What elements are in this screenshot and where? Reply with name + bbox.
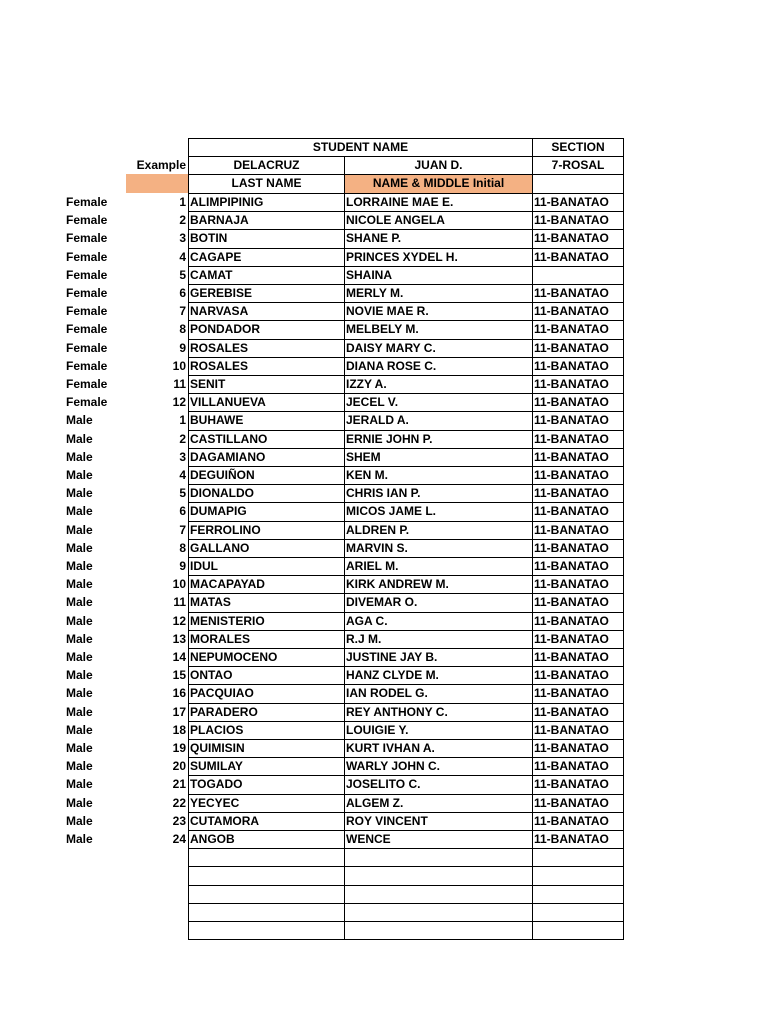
student-first-name: MICOS JAME L.: [346, 504, 437, 518]
student-section: 11-BANATAO: [534, 195, 609, 209]
student-last-name: FERROLINO: [190, 523, 261, 537]
student-last-name: SUMILAY: [190, 759, 243, 773]
student-number: 4: [179, 250, 186, 264]
grid-row-line: [188, 703, 624, 704]
grid-row-line: [188, 174, 624, 175]
student-first-name: ALGEM Z.: [346, 796, 404, 810]
student-gender: Female: [66, 377, 108, 391]
student-last-name: DEGUIÑON: [190, 468, 255, 482]
section-header: SECTION: [551, 140, 605, 154]
student-section: 11-BANATAO: [534, 395, 609, 409]
student-section: 11-BANATAO: [534, 759, 609, 773]
student-section: 11-BANATAO: [534, 213, 609, 227]
student-last-name: CAMAT: [190, 268, 233, 282]
student-section: 11-BANATAO: [534, 450, 609, 464]
student-number: 21: [172, 777, 186, 791]
student-first-name: LOUIGIE Y.: [346, 723, 409, 737]
grid-row-line: [188, 885, 624, 886]
student-gender: Female: [66, 359, 108, 373]
student-section: 11-BANATAO: [534, 523, 609, 537]
student-gender: Male: [66, 723, 93, 737]
student-last-name: BARNAJA: [190, 213, 249, 227]
student-number: 7: [179, 523, 186, 537]
student-last-name: BOTIN: [190, 231, 228, 245]
student-gender: Male: [66, 541, 93, 555]
grid-row-line: [188, 921, 624, 922]
student-first-name: LORRAINE MAE E.: [346, 195, 454, 209]
student-last-name: ONTAO: [190, 668, 233, 682]
grid-row-line: [188, 211, 624, 212]
subheader-fill-left: [126, 174, 188, 193]
student-number: 11: [173, 377, 186, 391]
student-number: 24: [172, 832, 186, 846]
grid-row-line: [188, 848, 624, 849]
student-first-name: KIRK ANDREW M.: [346, 577, 449, 591]
grid-row-line: [188, 521, 624, 522]
student-first-name: HANZ CLYDE M.: [346, 668, 439, 682]
student-number: 17: [172, 705, 186, 719]
student-number: 22: [172, 796, 186, 810]
grid-row-line: [188, 466, 624, 467]
grid-row-line: [188, 739, 624, 740]
grid-row-line: [188, 357, 624, 358]
student-last-name: PONDADOR: [190, 322, 261, 336]
grid-row-line: [188, 339, 624, 340]
student-section: 11-BANATAO: [534, 486, 609, 500]
student-gender: Male: [66, 559, 93, 573]
student-last-name: DAGAMIANO: [190, 450, 266, 464]
student-last-name: DUMAPIG: [190, 504, 247, 518]
student-first-name: DIANA ROSE C.: [346, 359, 437, 373]
student-number: 7: [179, 304, 186, 318]
student-section: 11-BANATAO: [534, 541, 609, 555]
student-last-name: DIONALDO: [190, 486, 254, 500]
student-number: 8: [179, 322, 186, 336]
student-section: 11-BANATAO: [534, 577, 609, 591]
student-number: 18: [172, 723, 186, 737]
student-number: 9: [179, 341, 186, 355]
student-number: 20: [172, 759, 186, 773]
student-first-name: SHEM: [346, 450, 381, 464]
student-first-name: ALDREN P.: [346, 523, 410, 537]
student-last-name: TOGADO: [190, 777, 243, 791]
student-gender: Male: [66, 504, 93, 518]
student-number: 3: [179, 450, 186, 464]
student-section: [534, 266, 622, 284]
student-last-name: MATAS: [190, 595, 231, 609]
student-gender: Female: [66, 268, 108, 282]
student-last-name: MACAPAYAD: [190, 577, 265, 591]
student-last-name: ROSALES: [190, 359, 249, 373]
example-last-name: DELACRUZ: [233, 158, 300, 172]
student-section: 11-BANATAO: [534, 614, 609, 628]
student-first-name: NOVIE MAE R.: [346, 304, 429, 318]
student-last-name: VILLANUEVA: [190, 395, 266, 409]
student-gender: Male: [66, 450, 93, 464]
student-first-name: PRINCES XYDEL H.: [346, 250, 458, 264]
student-number: 10: [172, 359, 186, 373]
student-number: 14: [172, 650, 186, 664]
student-gender: Male: [66, 777, 93, 791]
student-number: 6: [179, 286, 186, 300]
student-section: 11-BANATAO: [534, 341, 609, 355]
student-gender: Male: [66, 632, 93, 646]
student-first-name: ROY VINCENT: [346, 814, 428, 828]
student-last-name: NEPUMOCENO: [190, 650, 278, 664]
student-number: 12: [172, 614, 186, 628]
student-first-name: AGA C.: [346, 614, 388, 628]
grid-row-line: [188, 229, 624, 230]
student-last-name: PARADERO: [190, 705, 258, 719]
student-first-name: MELBELY M.: [346, 322, 419, 336]
student-section: 11-BANATAO: [534, 668, 609, 682]
student-number: 10: [172, 577, 186, 591]
grid-column-line: [188, 138, 189, 940]
student-gender: Male: [66, 759, 93, 773]
student-first-name: JUSTINE JAY B.: [346, 650, 438, 664]
grid-row-line: [188, 156, 624, 157]
grid-row-line: [188, 266, 624, 267]
student-gender: Female: [66, 341, 108, 355]
grid-row-line: [188, 284, 624, 285]
student-first-name: IAN RODEL G.: [346, 686, 428, 700]
grid-row-line: [188, 684, 624, 685]
student-last-name: MORALES: [190, 632, 250, 646]
student-gender: Male: [66, 796, 93, 810]
student-first-name: JOSELITO C.: [346, 777, 421, 791]
student-first-name: CHRIS IAN P.: [346, 486, 421, 500]
grid-row-line: [188, 320, 624, 321]
grid-row-line: [188, 630, 624, 631]
student-last-name: GEREBISE: [190, 286, 253, 300]
student-gender: Male: [66, 523, 93, 537]
student-last-name: BUHAWE: [190, 413, 244, 427]
student-first-name: ARIEL M.: [346, 559, 399, 573]
student-gender: Male: [66, 668, 93, 682]
student-first-name: KURT IVHAN A.: [346, 741, 435, 755]
student-section: 11-BANATAO: [534, 286, 609, 300]
student-last-name: CAGAPE: [190, 250, 242, 264]
student-section: 11-BANATAO: [534, 650, 609, 664]
student-number: 12: [172, 395, 186, 409]
student-section: 11-BANATAO: [534, 359, 609, 373]
student-gender: Male: [66, 614, 93, 628]
student-gender: Female: [66, 231, 108, 245]
grid-row-line: [188, 138, 624, 139]
student-first-name: WENCE: [346, 832, 391, 846]
student-last-name: CASTILLANO: [190, 432, 268, 446]
student-first-name: IZZY A.: [346, 377, 387, 391]
grid-row-line: [188, 830, 624, 831]
example-first-name: JUAN D.: [414, 158, 463, 172]
student-last-name: SENIT: [190, 377, 226, 391]
grid-row-line: [188, 648, 624, 649]
student-number: 2: [179, 432, 186, 446]
student-number: 19: [172, 741, 186, 755]
grid-row-line: [188, 557, 624, 558]
last-name-header: LAST NAME: [231, 176, 302, 190]
grid-row-line: [188, 411, 624, 412]
student-gender: Male: [66, 595, 93, 609]
student-section: 11-BANATAO: [534, 632, 609, 646]
student-name-header: STUDENT NAME: [312, 140, 409, 154]
grid-row-line: [188, 393, 624, 394]
student-gender: Male: [66, 413, 93, 427]
student-last-name: ANGOB: [190, 832, 235, 846]
student-gender: Male: [66, 432, 93, 446]
student-section: 11-BANATAO: [534, 468, 609, 482]
grid-row-line: [188, 721, 624, 722]
student-number: 1: [179, 195, 186, 209]
student-section: 11-BANATAO: [534, 250, 609, 264]
student-section: 11-BANATAO: [534, 377, 609, 391]
student-last-name: QUIMISIN: [190, 741, 245, 755]
student-number: 5: [179, 486, 186, 500]
student-number: 5: [179, 268, 186, 282]
grid-row-line: [188, 775, 624, 776]
student-section: 11-BANATAO: [534, 432, 609, 446]
student-section: 11-BANATAO: [534, 796, 609, 810]
student-gender: Male: [66, 814, 93, 828]
student-number: 15: [172, 668, 186, 682]
student-gender: Male: [66, 741, 93, 755]
student-number: 16: [172, 686, 186, 700]
grid-column-line: [623, 138, 624, 940]
grid-row-line: [188, 866, 624, 867]
student-section: 11-BANATAO: [534, 832, 609, 846]
student-first-name: JECEL V.: [346, 395, 399, 409]
student-section: 11-BANATAO: [534, 322, 609, 336]
student-last-name: MENISTERIO: [190, 614, 265, 628]
student-first-name: R.J M.: [346, 632, 382, 646]
student-gender: Female: [66, 286, 108, 300]
student-first-name: JERALD A.: [346, 413, 409, 427]
example-label: Example: [136, 158, 186, 172]
grid-row-line: [188, 539, 624, 540]
student-section: 11-BANATAO: [534, 814, 609, 828]
student-gender: Male: [66, 686, 93, 700]
student-section: 11-BANATAO: [534, 559, 609, 573]
student-gender: Male: [66, 486, 93, 500]
grid-column-line: [532, 138, 533, 940]
student-section: 11-BANATAO: [534, 705, 609, 719]
student-gender: Male: [66, 705, 93, 719]
student-gender: Female: [66, 322, 108, 336]
student-last-name: ROSALES: [190, 341, 249, 355]
student-number: 3: [179, 231, 186, 245]
student-section: 11-BANATAO: [534, 504, 609, 518]
student-last-name: PACQUIAO: [190, 686, 254, 700]
student-first-name: SHANE P.: [346, 231, 402, 245]
student-gender: Male: [66, 577, 93, 591]
grid-row-line: [188, 302, 624, 303]
grid-column-line: [344, 156, 345, 940]
student-gender: Male: [66, 832, 93, 846]
student-gender: Female: [66, 213, 108, 227]
student-section: 11-BANATAO: [534, 777, 609, 791]
student-section: 11-BANATAO: [534, 595, 609, 609]
student-section: 11-BANATAO: [534, 413, 609, 427]
student-section: 11-BANATAO: [534, 723, 609, 737]
student-gender: Female: [66, 195, 108, 209]
grid-row-line: [188, 193, 624, 194]
student-number: 9: [179, 559, 186, 573]
student-first-name: ERNIE JOHN P.: [346, 432, 433, 446]
grid-row-line: [188, 612, 624, 613]
student-first-name: KEN M.: [346, 468, 388, 482]
grid-row-line: [188, 248, 624, 249]
student-section: 11-BANATAO: [534, 231, 609, 245]
grid-row-line: [188, 448, 624, 449]
student-last-name: NARVASA: [190, 304, 249, 318]
grid-row-line: [188, 375, 624, 376]
student-number: 23: [172, 814, 186, 828]
student-last-name: IDUL: [190, 559, 218, 573]
student-gender: Female: [66, 395, 108, 409]
student-first-name: DIVEMAR O.: [346, 595, 418, 609]
student-first-name: MERLY M.: [346, 286, 404, 300]
student-section: 11-BANATAO: [534, 304, 609, 318]
student-first-name: MARVIN S.: [346, 541, 408, 555]
student-first-name: DAISY MARY C.: [346, 341, 436, 355]
student-last-name: ALIMPIPINIG: [190, 195, 264, 209]
grid-row-line: [188, 430, 624, 431]
student-last-name: YECYEC: [190, 796, 240, 810]
student-number: 11: [173, 595, 186, 609]
student-first-name: SHAINA: [346, 268, 393, 282]
student-last-name: GALLANO: [190, 541, 250, 555]
student-first-name: WARLY JOHN C.: [346, 759, 441, 773]
student-section: 11-BANATAO: [534, 741, 609, 755]
grid-row-line: [188, 939, 624, 940]
student-section: 11-BANATAO: [534, 686, 609, 700]
grid-row-line: [188, 757, 624, 758]
student-first-name: NICOLE ANGELA: [346, 213, 445, 227]
grid-row-line: [188, 484, 624, 485]
grid-row-line: [188, 794, 624, 795]
student-last-name: PLACIOS: [190, 723, 244, 737]
grid-row-line: [188, 812, 624, 813]
student-number: 4: [179, 468, 186, 482]
student-number: 1: [179, 413, 186, 427]
student-number: 2: [179, 213, 186, 227]
student-gender: Female: [66, 304, 108, 318]
example-section: 7-ROSAL: [551, 158, 605, 172]
student-number: 8: [179, 541, 186, 555]
student-gender: Male: [66, 468, 93, 482]
student-last-name: CUTAMORA: [190, 814, 260, 828]
student-number: 6: [179, 504, 186, 518]
grid-row-line: [188, 502, 624, 503]
student-gender: Male: [66, 650, 93, 664]
grid-row-line: [188, 575, 624, 576]
student-number: 13: [172, 632, 186, 646]
grid-row-line: [188, 903, 624, 904]
name-middle-initial-header: NAME & MIDDLE Initial: [372, 176, 505, 190]
grid-row-line: [188, 666, 624, 667]
student-first-name: REY ANTHONY C.: [346, 705, 448, 719]
grid-row-line: [188, 593, 624, 594]
student-gender: Female: [66, 250, 108, 264]
